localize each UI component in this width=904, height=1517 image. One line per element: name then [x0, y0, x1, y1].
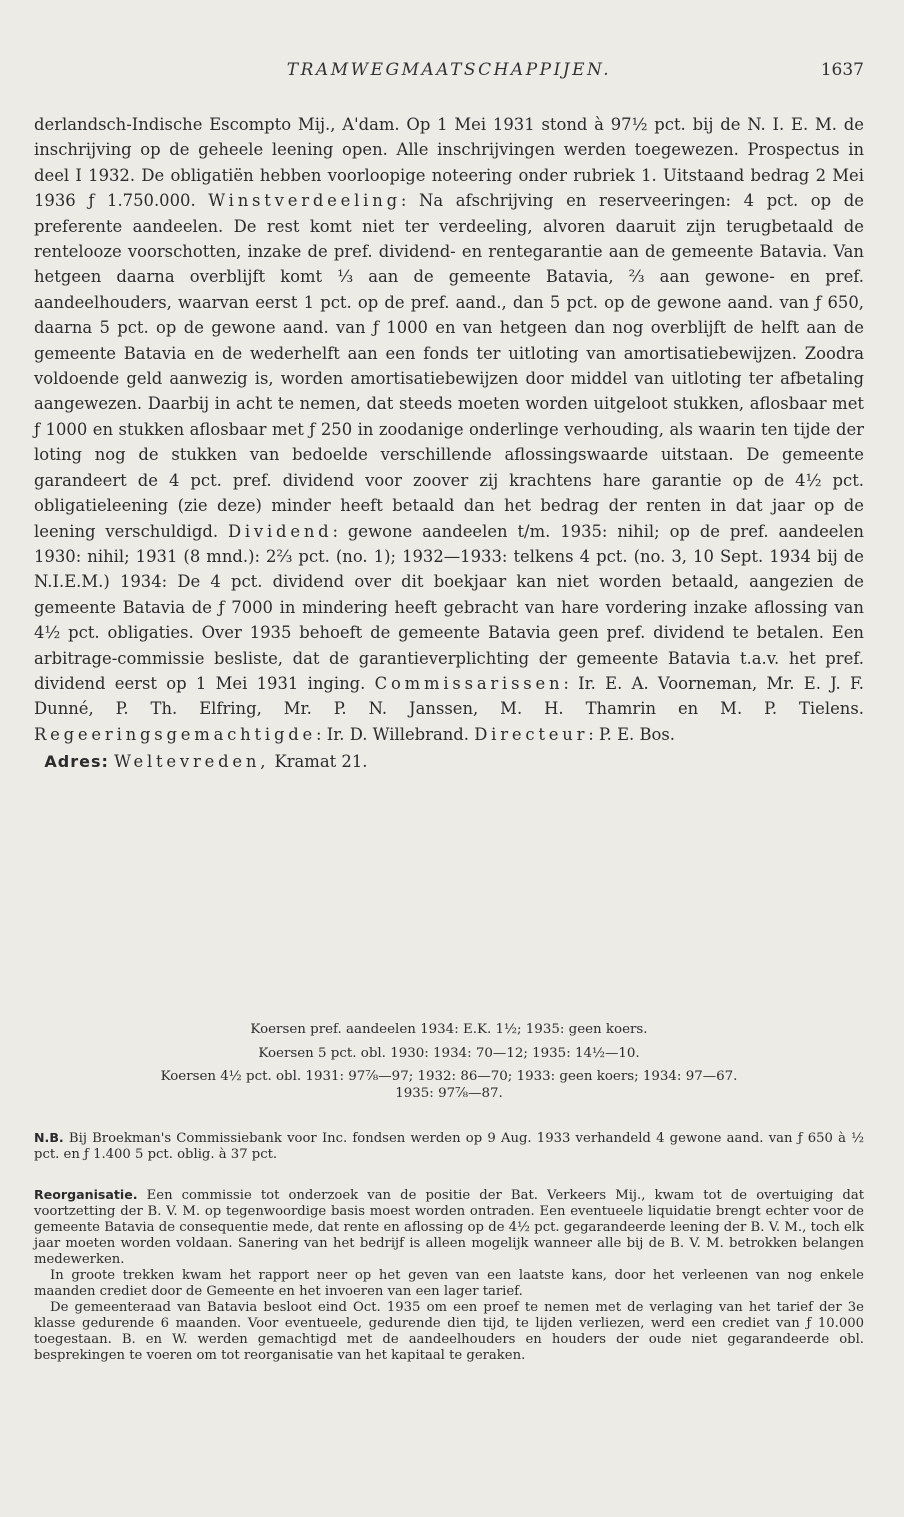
regeeringsgemachtigde-label: Regeeringsgemachtigde — [34, 724, 317, 744]
running-title: TRAMWEGMAATSCHAPPIJEN. — [286, 60, 612, 80]
quote-pref-shares: Koersen pref. aandeelen 1934: E.K. 1½; 1935: geen koers. — [250, 1022, 648, 1037]
body-text-intro: derlandsch-Indische Escompto Mij., A'dam. Op 1 Mei 1931 stond à 97½ pct. bij de N. I. E. M. de inschrijving op de geheele leening open. Alle inschrijvingen werden toegewezen. Prospectus in deel I 1932. De obligatiën hebben voorloopige noteering onder rubriek 1. Uitstaand bedrag 2 Mei 1936 ƒ 1.750.000. — [34, 115, 864, 211]
regeeringsgemachtigde-text: : Ir. D. Willebrand. — [316, 724, 475, 744]
page-number: 1637 — [820, 60, 864, 80]
quote-4half-line-2: 1935: 97⅞—87. — [395, 1086, 503, 1101]
reorganisatie-paragraph-2: In groote trekken kwam het rapport neer op het geven van een laatste kans, door het verleenen van nog enkele maanden crediet door de Gemeente en het invoeren van een lager tarief. — [34, 1268, 864, 1299]
main-body — [34, 112, 864, 775]
commissarissen-text: : Ir. E. A. Voorneman, Mr. E. J. F. Dunné, P. Th. Elfring, Mr. P. N. Janssen, M. H. Thamrin en M. P. Tielens. — [34, 673, 865, 719]
winstverdeeling-text: : Na afschrijving en reserveeringen: 4 pct. op de preferente aandeelen. De rest komt niet ter verdeeling, alvoren daaruit zijn terugbetaald de rentelooze voorschotten, inzake de pref. dividend- en rentegarantie aan de gemeente Batavia. Van hetgeen daarna overblijft komt ⅓ aan de gemeente Batavia, ⅔ aan gewone- en pref. aandeelhouders, waarvan eerst 1 pct. op de pref. aand., dan 5 pct. op de gewone aand. van ƒ 650, daarna 5 pct. op de gewone aand. van ƒ 1000 en van hetgeen dan nog overblijft de helft aan de gemeente Batavia en de wederhelft aan een fonds ter uitloting van amortisatiebewijzen. Zoodra voldoende geld aanwezig is, worden amortisatiebewijzen door middel van uitloting ter afbetaling aangewezen. Daarbij in acht te nemen, dat steeds moeten worden uitgeloot stukken, aflosbaar met ƒ 1000 en stukken aflosbaar met ƒ 250 in zoodanige onderlinge verhouding, als waarin ten tijde der loting nog de stukken van bedoelde verschillende aflossingswaarde uitstaan. De gemeente garandeert de 4 pct. pref. dividend voor zoover zij krachtens hare garantie op de 4½ pct. obligatieleening (zie deze) minder heeft betaald dan het bedrag der renten in dat jaar op de leening verschuldigd. — [34, 191, 864, 541]
directeur-text: : P. E. Bos. — [588, 724, 675, 744]
reorganisatie-paragraph-3: De gemeenteraad van Batavia besloot eind Oct. 1935 om een proef te nemen met de verlaging van het tarief der 3e klasse gedurende 6 maanden. Voor eventueele, gedurende dien tijd, te lijden verliezen, werd een crediet van ƒ 10.000 toegestaan. B. en W. werden gemachtigd met de aandeelhouders en houders der oude niet gegarandeerde obl. besprekingen te voeren om tot reorganisatie van het kapitaal te geraken. — [34, 1300, 864, 1363]
reorganisatie-paragraph-1 — [34, 1187, 864, 1268]
reorganisatie-text-1: Een commissie tot onderzoek van de positie der Bat. Verkeers Mij., kwam tot de overtuiging dat voortzetting der B. V. M. op tegenwoordige basis moest worden ontraden. Een eventueele liquidatie brengt echter voor de gemeente Batavia de consequentie mede, dat rente en aflossing op de 4½ pct. gegarandeerde leening der B. V. M., toch elk jaar moeten worden voldaan. Sanering van het bedrijf is alleen mogelijk wanneer alle bij de B. V. M. betrokken belangen medewerken. — [34, 1188, 864, 1267]
nb-note — [34, 1130, 864, 1163]
dividend-label: Dividend — [227, 521, 333, 541]
quotations-section — [34, 1020, 864, 1102]
address-label: Adres: — [44, 752, 109, 772]
dividend-text: : gewone aandeelen t/m. 1935: nihil; op de pref. aandeelen 1930: nihil; 1931 (8 mnd.): 2⅔ pct. (no. 1); 1932—1933: telkens 4 pct. (no. 3, 10 Sept. 1934 bij de N.I.E.M.) 1934: De 4 pct. dividend over dit boekjaar kan niet worden betaald, aangezien de gemeente Batavia de ƒ 7000 in mindering heeft gebracht van hare vordering inzake aflossing van 4½ pct. obligaties. Over 1935 behoeft de gemeente Batavia geen pref. dividend te betalen. Een arbitrage-commissie besliste, dat de garantieverplichting der gemeente Batavia t.a.v. het pref. dividend eerst op 1 Mei 1931 inging. — [34, 521, 864, 693]
quote-4half-pct-bonds — [34, 1068, 864, 1102]
quote-4half-line-1: Koersen 4½ pct. obl. 1931: 97⅞—97; 1932: 86—70; 1933: geen koers; 1934: 97—67. — [160, 1069, 738, 1084]
winstverdeeling-label: Winstverdeeling — [208, 191, 401, 211]
commissarissen-label: Commissarissen — [374, 673, 564, 693]
nb-text: Bij Broekman's Commissiebank voor Inc. fondsen werden op 9 Aug. 1933 verhandeld 4 gewone aand. van ƒ 650 à ½ pct. en ƒ 1.400 5 pct. oblig. à 37 pct. — [34, 1131, 864, 1162]
address-city: Weltevreden, — [114, 752, 270, 772]
reorganisatie-label: Reorganisatie. — [34, 1187, 138, 1202]
nb-paragraph — [34, 1130, 864, 1163]
quote-5pct-bonds: Koersen 5 pct. obl. 1930: 1934: 70—12; 1935: 14½—10. — [258, 1046, 640, 1061]
nb-label: N.B. — [34, 1130, 64, 1145]
body-paragraph — [34, 112, 864, 747]
address-street: Kramat 21. — [269, 752, 368, 772]
address-line — [34, 749, 864, 774]
reorganisatie-section — [34, 1187, 864, 1364]
directeur-label: Directeur — [474, 724, 589, 744]
page-header — [34, 60, 864, 88]
